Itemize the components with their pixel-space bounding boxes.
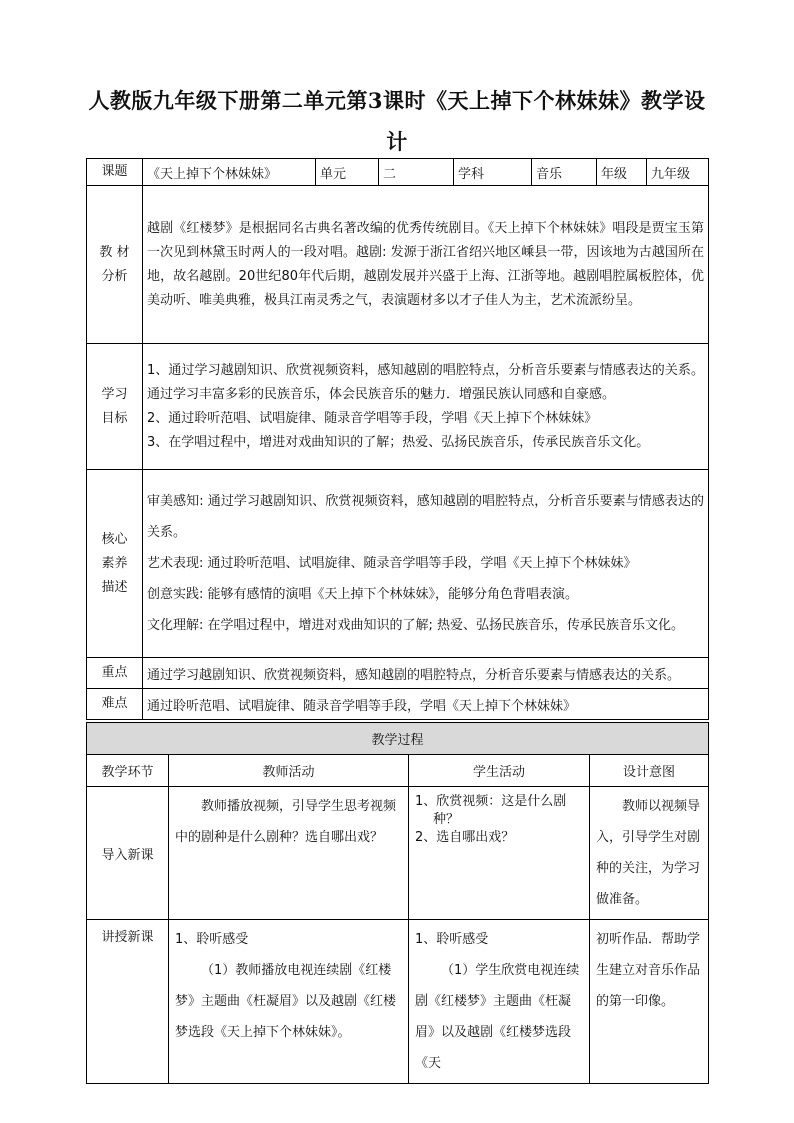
core-label-2: 素养 — [101, 555, 128, 571]
teacher-step-text: （1）教师播放电视连续剧《红楼梦》主题曲《枉凝眉》以及越剧《红楼梦选段《天上掉下个林妹妹》。 — [175, 963, 397, 1040]
title-line-1: 人教版九年级下册第二单元第3课时《天上掉下个林妹妹》教学设 — [88, 88, 706, 113]
core-item: 创意实践: 能够有感情的演唱《天上掉下个林妹妹》，能够分角色背唱表演。 — [147, 587, 579, 602]
difficulty-label: 难点 — [87, 689, 143, 720]
stage-intro: 导入新课 — [87, 787, 169, 920]
goals-label-2: 目标 — [101, 410, 128, 426]
core-label-3: 描述 — [101, 579, 128, 595]
design-intent: 初听作品．帮助学生建立对音乐作品的第一印像。 — [590, 920, 709, 1084]
difficulty-text: 通过聆听范唱、试唱旋律、随录音学唱等手段，学唱《天上掉下个林妹妹》 — [143, 689, 709, 720]
col-student: 学生活动 — [409, 755, 590, 787]
student-step-title: 1、聆听感受 — [415, 932, 489, 947]
core-text — [143, 470, 709, 658]
analysis-label-1: 教 材 — [99, 244, 130, 260]
core-item: 艺术表现: 通过聆听范唱、试唱旋律、随录音学唱等手段，学唱《天上掉下个林妹妹》 — [147, 556, 637, 571]
goals-label-1: 学习 — [101, 386, 128, 402]
analysis-label — [87, 186, 143, 344]
goal-item: 2、通过聆听范唱、试唱旋律、随录音学唱等手段，学唱《天上掉下个林妹妹》 — [147, 410, 598, 426]
teacher-step-title: 1、聆听感受 — [175, 932, 249, 947]
student-item: 2、选自哪出戏？ — [415, 830, 515, 845]
col-teacher: 教师活动 — [169, 755, 409, 787]
key-text: 通过学习越剧知识、欣赏视频资料，感知越剧的唱腔特点，分析音乐要素与情感表达的关系。 — [143, 658, 709, 689]
key-label: 重点 — [87, 658, 143, 689]
subject-value: 音乐 — [532, 159, 597, 186]
core-item: 审美感知: 通过学习越剧知识、欣赏视频资料，感知越剧的唱腔特点，分析音乐要素与情感表达的关系。 — [147, 494, 704, 540]
goals-label — [87, 344, 143, 470]
stage-new-lesson: 讲授新课 — [87, 920, 169, 1084]
info-table — [86, 158, 709, 720]
core-label — [87, 470, 143, 658]
analysis-label-2: 分析 — [101, 268, 128, 284]
grade-value: 九年级 — [647, 159, 709, 186]
teacher-activity — [169, 920, 409, 1084]
col-stage: 教学环节 — [87, 755, 169, 787]
col-intent: 设计意图 — [590, 755, 709, 787]
title-line-2: 计 — [386, 129, 408, 154]
subject-label: 学科 — [454, 159, 532, 186]
grade-label: 年级 — [597, 159, 647, 186]
goal-item: 1、通过学习越剧知识、欣赏视频资料，感知越剧的唱腔特点，分析音乐要素与情感表达的关系。通过学习丰富多彩的民族音乐，体会民族音乐的魅力．增强民族认同感和自豪感。 — [147, 362, 704, 402]
topic-label: 课题 — [87, 159, 143, 186]
student-activity — [409, 920, 590, 1084]
process-table — [86, 722, 709, 1084]
unit-value: 二 — [379, 159, 454, 186]
topic-value: 《天上掉下个林妹妹》 — [143, 159, 316, 186]
teacher-activity: 教师播放视频，引导学生思考视频中的剧种是什么剧种？选自哪出戏？ — [169, 787, 409, 920]
student-item: 1、欣赏视频：这是什么剧种？ — [415, 794, 567, 827]
design-intent: 教师以视频导入，引导学生对剧种的关注，为学习做准备。 — [590, 787, 709, 920]
unit-label: 单元 — [316, 159, 379, 186]
core-label-1: 核心 — [101, 531, 128, 547]
analysis-text: 越剧《红楼梦》是根据同名古典名著改编的优秀传统剧目。《天上掉下个林妹妹》唱段是贾宝玉第一次见到林黛玉时两人的一段对唱。越剧: 发源于浙江省绍兴地区嵊县一带，因该地为古越国所在地，故名越剧。20世纪80年代后期，越剧发展并兴盛于上海、江浙等地。越剧唱腔属板腔体，优美动听、唯美典雅，极具江南灵秀之气，表演题材多以才子佳人为主，艺术流派纷呈。 — [143, 186, 709, 344]
goals-text — [143, 344, 709, 470]
student-activity — [409, 787, 590, 920]
student-step-text: （1）学生欣赏电视连续剧《红楼梦》主题曲《枉凝眉》以及越剧《红楼梦选段《天 — [415, 963, 580, 1071]
document-title — [86, 80, 708, 162]
core-item: 文化理解: 在学唱过程中，增进对戏曲知识的了解; 热爱、弘扬民族音乐，传承民族音乐文化。 — [147, 618, 685, 633]
goal-item: 3、在学唱过程中，增进对戏曲知识的了解；热爱、弘扬民族音乐，传承民族音乐文化。 — [147, 434, 650, 450]
process-header: 教学过程 — [87, 723, 709, 755]
